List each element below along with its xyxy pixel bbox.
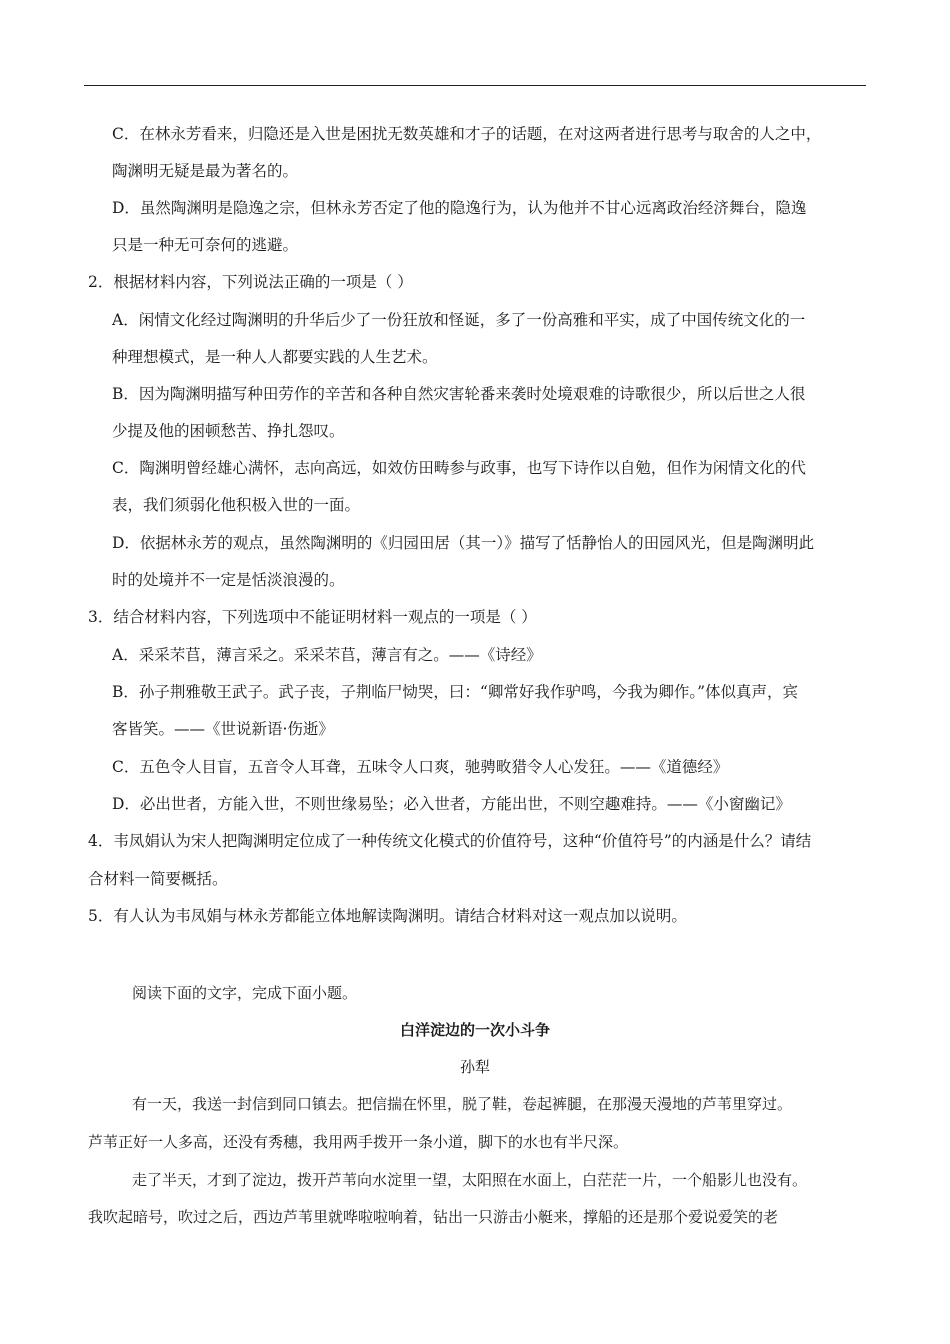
header-rule [84, 85, 866, 86]
reading-intro: 阅读下面的文字，完成下面小题。 [132, 984, 358, 1002]
paragraph-2-line-1: 走了半天，才到了淀边，拨开芦苇向水淀里一望，太阳照在水面上，白茫茫一片，一个船影儿也没有。 [132, 1171, 808, 1189]
q2-option-b-line-1: B．因为陶渊明描写种田劳作的辛苦和各种自然灾害轮番来袭时处境艰难的诗歌很少，所以后世之人很 [112, 385, 806, 403]
q1-option-c-line-2: 陶渊明无疑是最为著名的。 [112, 162, 299, 180]
q3-stem: 3．结合材料内容，下列选项中不能证明材料一观点的一项是（ ） [88, 608, 537, 626]
q1-option-d-line-2: 只是一种无可奈何的逃避。 [112, 236, 299, 254]
q4-line-1: 4．韦凤娟认为宋人把陶渊明定位成了一种传统文化模式的价值符号，这种“价值符号”的内涵是什么？请结 [88, 832, 812, 850]
q2-option-d-line-1: D．依据林永芳的观点，虽然陶渊明的《归园田居（其一）》描写了恬静怡人的田园风光，但是陶渊明此 [112, 534, 815, 552]
q2-option-a-line-1: A．闲情文化经过陶渊明的升华后少了一份狂放和怪诞，多了一份高雅和平实，成了中国传统文化的一 [112, 311, 806, 329]
paragraph-2-line-2: 我吹起暗号，吹过之后，西边芦苇里就哗啦啦响着，钻出一只游击小艇来，撑船的还是那个爱说爱笑的老 [88, 1208, 779, 1226]
passage-title: 白洋淀边的一次小斗争 [399, 1021, 550, 1039]
q4-line-2: 合材料一简要概括。 [88, 870, 228, 888]
q3-option-d: D．必出世者，方能入世，不则世缘易坠；必入世者，方能出世，不则空趣难持。——《小窗幽记》 [112, 795, 791, 813]
q2-option-b-line-2: 少提及他的困顿愁苦、挣扎怨叹。 [112, 422, 345, 440]
q2-option-c-line-2: 表，我们须弱化他积极入世的一面。 [112, 496, 361, 514]
passage-author: 孙犁 [459, 1058, 490, 1076]
q3-option-c: C．五色令人目盲，五音令人耳聋，五味令人口爽，驰骋畋猎令人心发狂。——《道德经》 [112, 758, 729, 776]
q2-option-a-line-2: 种理想模式，是一种人人都要实践的人生艺术。 [112, 348, 438, 366]
paragraph-1-line-1: 有一天，我送一封信到同口镇去。把信揣在怀里，脱了鞋，卷起裤腿，在那漫天漫地的芦苇里穿过。 [132, 1095, 793, 1113]
q3-option-a: A．采采芣苢，薄言采之。采采芣苢，薄言有之。——《诗经》 [112, 646, 542, 664]
question-5: 5．有人认为韦凤娟与林永芳都能立体地解读陶渊明。请结合材料对这一观点加以说明。 [88, 907, 687, 925]
q1-option-c-line-1: C．在林永芳看来，归隐还是入世是困扰无数英雄和才子的话题，在对这两者进行思考与取舍的人之中， [112, 125, 822, 143]
q3-option-b-line-1: B．孙子荆雅敬王武子。武子丧，子荆临尸恸哭，曰：“卿常好我作驴鸣，今我为卿作。”体似真声，宾 [112, 683, 798, 701]
q1-option-d-line-1: D．虽然陶渊明是隐逸之宗，但林永芳否定了他的隐逸行为，认为他并不甘心远离政治经济舞台，隐逸 [112, 199, 807, 217]
q2-option-c-line-1: C．陶渊明曾经雄心满怀，志向高远，如效仿田畴参与政事，也写下诗作以自勉，但作为闲情文化的代 [112, 459, 806, 477]
q3-option-b-line-2: 客皆笑。——《世说新语·伤逝》 [112, 720, 334, 738]
paragraph-1-line-2: 芦苇正好一人多高，还没有秀穗，我用两手拨开一条小道，脚下的水也有半尺深。 [88, 1133, 629, 1151]
q2-option-d-line-2: 时的处境并不一定是恬淡浪漫的。 [112, 571, 345, 589]
q2-stem: 2．根据材料内容，下列说法正确的一项是（ ） [88, 273, 413, 291]
